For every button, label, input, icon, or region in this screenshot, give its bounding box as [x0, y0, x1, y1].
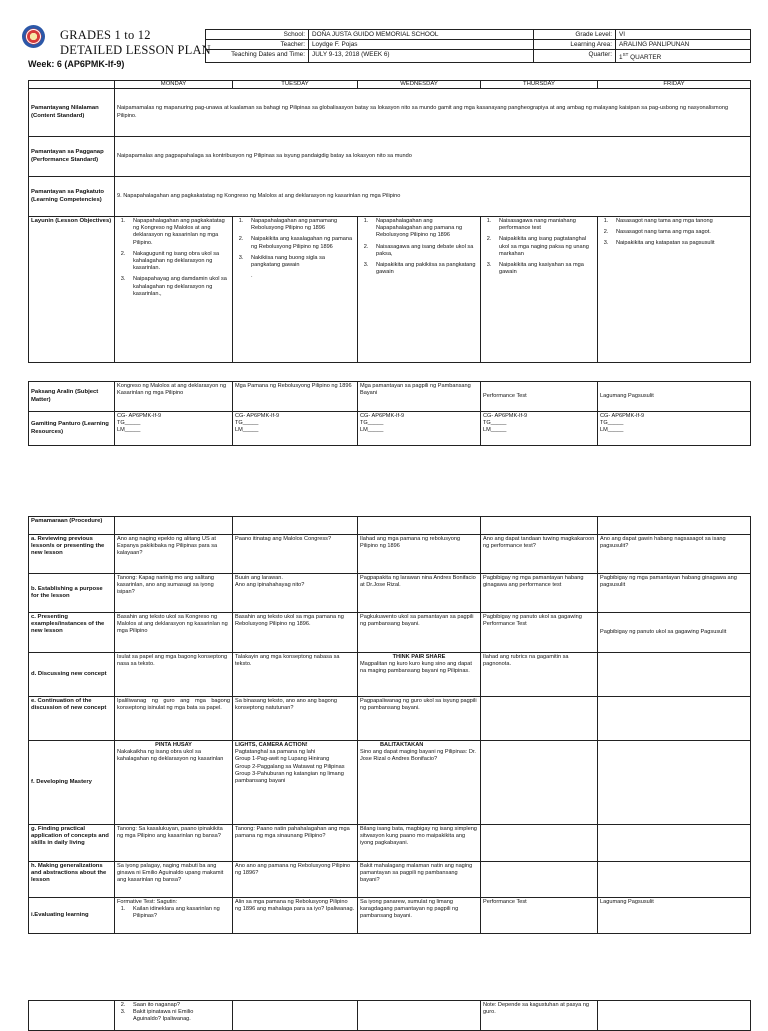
list-item: 2. Nasasagot nang tama ang mga sagot.	[610, 229, 748, 236]
evaluating-tuesday: Alin sa mga pamana ng Rebolusyong Pilipino ng 1896 ang mahalaga para sa iyo? Ipaliwanag.	[233, 898, 358, 934]
header-info-table	[205, 29, 751, 63]
continuation-table	[28, 1000, 751, 1031]
review-tuesday: Paano itinatag ang Malolos Congress?	[233, 535, 358, 574]
dates-value: JULY 9-13, 2018 (WEEK 6)	[309, 50, 534, 63]
evaluating-wednesday: Sa iyong panarew, sumulat ng limang karagdagang pamantayan ng pagpili ng pambansang bayani.	[358, 898, 481, 934]
subject-tuesday: Mga Pamana ng Rebolusyong Pilipino ng 1896	[233, 382, 358, 412]
list-item: 3. Nakikiisa nang buong sigla sa pangkatang gawain	[245, 255, 355, 269]
objectives-thursday	[481, 217, 598, 363]
list-item: 3. Naipapahayag ang damdamin ukol sa kahalagahan ng deklarasyon ng kasarinlan.,	[127, 276, 230, 298]
quarter-value: 1ST QUARTER	[616, 50, 751, 63]
procedure-label: Pamamaraan (Procedure)	[29, 517, 115, 535]
list-item: 1. Napapahalagahan ang pamamang Rebolusyong Pilipino ng 1896	[245, 218, 355, 232]
purpose-wednesday: Pagpapakita ng larawan nina Andres Bonifacio at Dr.Jose Rizal.	[358, 574, 481, 613]
content-standard-label: Pamantayang Nilalaman (Content Standard)	[29, 89, 115, 137]
continuation-wednesday: Pagpapaliwanag ng guro ukol sa isyung pagpili ng pambansang bayani.	[358, 697, 481, 741]
standards-table	[28, 80, 751, 363]
school-label: School:	[206, 30, 309, 40]
teacher-label: Teacher:	[206, 40, 309, 50]
subject-matter-table	[28, 381, 751, 446]
application-label: g. Finding practical application of concepts and skills in daily living	[29, 825, 115, 862]
objectives-tuesday	[233, 217, 358, 363]
week-label: Week: 6 (AP6PMK-If-9)	[28, 59, 125, 69]
grade-value: VI	[616, 30, 751, 40]
day-monday: MONDAY	[115, 81, 233, 89]
school-value: DOÑA JUSTA GUIDO MEMORIAL SCHOOL	[309, 30, 534, 40]
list-item: 1. Napapahalagahan ang Napapahalagahan ang pamana ng Rebolusyong Pilipino ng 1896	[370, 218, 478, 240]
area-value: ARALING PANLIPUNAN	[616, 40, 751, 50]
performance-standard-text: Naipapamalas ang pagpapahalaga sa kontribusyon ng Pilipinas sa isyung pandaigdig batay sa lokasyon nito sa mundo	[115, 137, 751, 177]
review-wednesday: Ilahad ang mga pamana ng rebolusyong Pilipino ng 1896	[358, 535, 481, 574]
deped-seal	[22, 25, 45, 48]
examples-thursday: Pagbibigay ng panuto ukol sa gagawing Performance Test	[481, 613, 598, 653]
content-standard-text: Naipamamalas ng mapanuring pag-unawa at kaalaman sa bahagi ng Pilipinas sa globalisasyon batay sa lokasyon nito sa mundo gamit ang mga kasanayang pangheograpiya at ang ambag ng malayang kaisipan sa pag-usbong ng nasyonalismong Pilipino.	[115, 89, 751, 137]
teacher-value: Loydge F. Pojas	[309, 40, 534, 50]
resources-tuesday: CG- AP6PMK-If-9 TG_____ LM_____	[233, 412, 358, 446]
examples-tuesday: Basahin ang teksto ukol sa mga pamana ng Rebolusyong Pilipino ng 1896.	[233, 613, 358, 653]
subject-wednesday: Mga pamantayan sa pagpili ng Pambansang Bayani	[358, 382, 481, 412]
mastery-monday: PINTA HUSAY Nakakaikha ng isang obra ukol sa kahalagahan ng deklarasyon ng kasarinlan	[115, 741, 233, 825]
discussing-tuesday: Talakayin ang mga konseptong nabasa sa teksto.	[233, 653, 358, 697]
doc-title-grades: GRADES 1 to 12	[60, 28, 151, 42]
objectives-tuesday-extra: .	[251, 273, 253, 280]
resources-label: Gamiting Panturo (Learning Resources)	[29, 412, 115, 446]
generalization-label: h. Making generalizations and abstractions about the lesson	[29, 862, 115, 898]
list-item: 2. Naipakikita ang kasalagahan ng pamana ng Rebolusyong Pilipino ng 1896	[245, 236, 355, 250]
day-wednesday: WEDNESDAY	[358, 81, 481, 89]
mastery-tuesday: LIGHTS, CAMERA ACTION! Pagtatanghal sa pamana ng lahi Group 1-Pag-awit ng Lupang Hinirang Group 2-Paggalang sa Watawat ng Pilipinas Group 3-Pahuburan ng katangian ng limang pambansang bayani	[233, 741, 358, 825]
quarter-label: Quarter:	[534, 50, 616, 63]
evaluating-monday: Formative Test: Sagutin: 1. Kailan idineklara ang kasarinlan ng Pilipinas?	[115, 898, 233, 934]
purpose-label: b. Establishing a purpose for the lesson	[29, 574, 115, 613]
application-monday: Tanong: Sa kasalukuyan, paano ipinakikita ng mga Pilipino ang kasarinlan ng bansa?	[115, 825, 233, 862]
list-item: 2. Nakagugunit ng isang obra ukol sa kahalagahan ng deklarasyon ng kasarinlan.	[127, 251, 230, 273]
learning-competencies-label: Pamantayan sa Pagkatuto (Learning Competencies)	[29, 177, 115, 217]
evaluating-monday-cont: 2. Saan ito naganap? 3. Bakit ipinatawa ni Emilio Aguinaldo? Ipaliwanag.	[115, 1001, 233, 1031]
review-friday: Ano ang dapat gawin habang nagsasagot sa isang pagsusulit?	[598, 535, 751, 574]
discussing-monday: Isulat sa papel ang mga bagong konseptong nasa sa teksto.	[115, 653, 233, 697]
resources-friday: CG- AP6PMK-If-9 TG_____ LM_____	[598, 412, 751, 446]
list-item: 3. Naipakikita ang pakikiisa sa pangkatang gawain	[370, 262, 478, 276]
subject-friday: Lagumang Pagsusulit	[598, 382, 751, 412]
objectives-monday	[115, 217, 233, 363]
discussing-thursday: Ilahad ang rubrics na gagamitin sa pagnonota.	[481, 653, 598, 697]
list-item: 3. Naipakikita ang kasiyahan sa mga gawain	[493, 262, 595, 276]
dates-label: Teaching Dates and Time:	[206, 50, 309, 63]
subject-thursday: Performance Test	[481, 382, 598, 412]
day-thursday: THURSDAY	[481, 81, 598, 89]
list-item: 3. Naipakikita ang katapatan sa pagsusulit	[610, 240, 748, 247]
learning-competencies-text: 9. Napapahalagahan ang pagkakatatag ng Kongreso ng Malolos at ang deklarasyon ng kasarinlan ng mga Pilipino	[115, 177, 751, 217]
continuation-monday: Ipaliliwanag ng guro ang mga bagong konseptong isinulat ng mga bata sa papel.	[115, 697, 233, 741]
list-item: 1. Napapahalagahan ang pagkakatatag ng Kongreso ng Malolos at ang deklarasyon ng kasarinlan ng mga Pilipino.	[127, 218, 230, 247]
objectives-friday	[598, 217, 751, 363]
generalization-monday: Sa iyong palagay, naging mabuti ba ang ginawa ni Emilio Aguinaldo upang makamit ang kasarinlan ng bansa?	[115, 862, 233, 898]
application-wednesday: Bilang isang bata, magbigay ng isang simpleng sitwasyon kung paano mo maipakikita ang iyong pagkabayani.	[358, 825, 481, 862]
mastery-wednesday: BALITAKTAKAN Sino ang dapat maging bayani ng Pilipinas: Dr. Jose Rizal o Andres Bonifacio?	[358, 741, 481, 825]
objectives-label: Layunin (Lesson Objectives)	[29, 217, 115, 363]
evaluating-label: i.Evaluating learning	[29, 898, 115, 934]
list-item: 2. Naisasagawa ang isang debate ukol sa paksa,	[370, 244, 478, 258]
list-item: 2. Naipakikita ang isang pagtatanghal ukol sa mga naging paksa ng unang markahan	[493, 236, 595, 258]
discussing-label: d. Discussing new concept	[29, 653, 115, 697]
list-item: 1. Kailan idineklara ang kasarinlan ng Pilipinas?	[127, 906, 230, 920]
discussing-wednesday: THINK PAIR SHARE Magpalitan ng kuro kuro kung sino ang dapat na maging pambansang bayani ng Pilipinas.	[358, 653, 481, 697]
review-thursday: Ano ang dapat tandaan tuwing magkakaroon ng performance test?	[481, 535, 598, 574]
performance-standard-label: Pamantayan sa Pagganap (Performance Standard)	[29, 137, 115, 177]
day-tuesday: TUESDAY	[233, 81, 358, 89]
day-friday: FRIDAY	[598, 81, 751, 89]
review-label: a. Reviewing previous lesson/s or presenting the new lesson	[29, 535, 115, 574]
list-item: 3. Bakit ipinatawa ni Emilio	[127, 1009, 230, 1016]
area-label: Learning Area:	[534, 40, 616, 50]
generalization-wednesday: Bakit mahalagang malaman natin ang naging pamantayan sa pagpili ng pambansang bayani?	[358, 862, 481, 898]
mastery-label: f. Developing Mastery	[29, 741, 115, 825]
subject-matter-label: Paksang Aralin (Subject Matter)	[29, 382, 115, 412]
evaluating-thursday: Performance Test	[481, 898, 598, 934]
objectives-wednesday	[358, 217, 481, 363]
list-item: 2. Saan ito naganap?	[127, 1002, 230, 1009]
evaluating-friday: Lagumang Pagsusulit	[598, 898, 751, 934]
purpose-thursday: Pagbibigay ng mga pamantayan habang ginagawa ang performance test	[481, 574, 598, 613]
examples-label: c. Presenting examples/instances of the new lesson	[29, 613, 115, 653]
examples-friday: Pagbibigay ng panuto ukol sa gagawing Pagsusulit	[598, 613, 751, 653]
resources-thursday: CG- AP6PMK-If-9 TG_____ LM_____	[481, 412, 598, 446]
generalization-tuesday: Ano ano ang pamana ng Rebolusyong Pilipino ng 1896?	[233, 862, 358, 898]
application-tuesday: Tanong: Paano natin pahahalagahan ang mga pamana ng mga sinaunang Pilipino?	[233, 825, 358, 862]
examples-monday: Basahin ang teksto ukol sa Kongreso ng Malolos at ang deklarasyon ng kasarinlan ng mga Pilipino	[115, 613, 233, 653]
doc-title-dlp: DETAILED LESSON PLAN	[60, 43, 211, 57]
continuation-label: e. Continuation of the discussion of new concept	[29, 697, 115, 741]
note-thursday: Note: Depende sa kagustuhan at pasya ng guro.	[481, 1001, 598, 1031]
continuation-tuesday: Sa binasang teksto, ano ano ang bagong konseptong natutunan?	[233, 697, 358, 741]
purpose-friday: Pagbibigay ng mga pamantayan habang ginagawa ang pagsusulit	[598, 574, 751, 613]
purpose-tuesday: Buuin ang larawan. Ano ang ipinahahayag nito?	[233, 574, 358, 613]
review-monday: Ano ang naging epekto ng alitang US at Espanya pakikibaka ng Pilipinas para sa kalayaan?	[115, 535, 233, 574]
grade-label: Grade Level:	[534, 30, 616, 40]
list-item: 1. Nasasagot nang tama ang mga tanong	[610, 218, 748, 225]
list-item: 1. Naisasagawa nang maniahang performance test	[493, 218, 595, 232]
examples-wednesday: Pagkukuwento ukol sa pamantayan sa pagpili ng pambansang bayani.	[358, 613, 481, 653]
purpose-monday: Tanong: Kapag narinig mo ang salitang kasarinlan, ano ang sumasagi sa iyong isipan?	[115, 574, 233, 613]
procedure-table	[28, 516, 751, 934]
resources-wednesday: CG- AP6PMK-If-9 TG_____ LM_____	[358, 412, 481, 446]
resources-monday: CG- AP6PMK-If-9 TG_____ LM_____	[115, 412, 233, 446]
subject-monday: Kongreso ng Malolos at ang deklarasyon ng Kasarinlan ng mga Pilipino	[115, 382, 233, 412]
